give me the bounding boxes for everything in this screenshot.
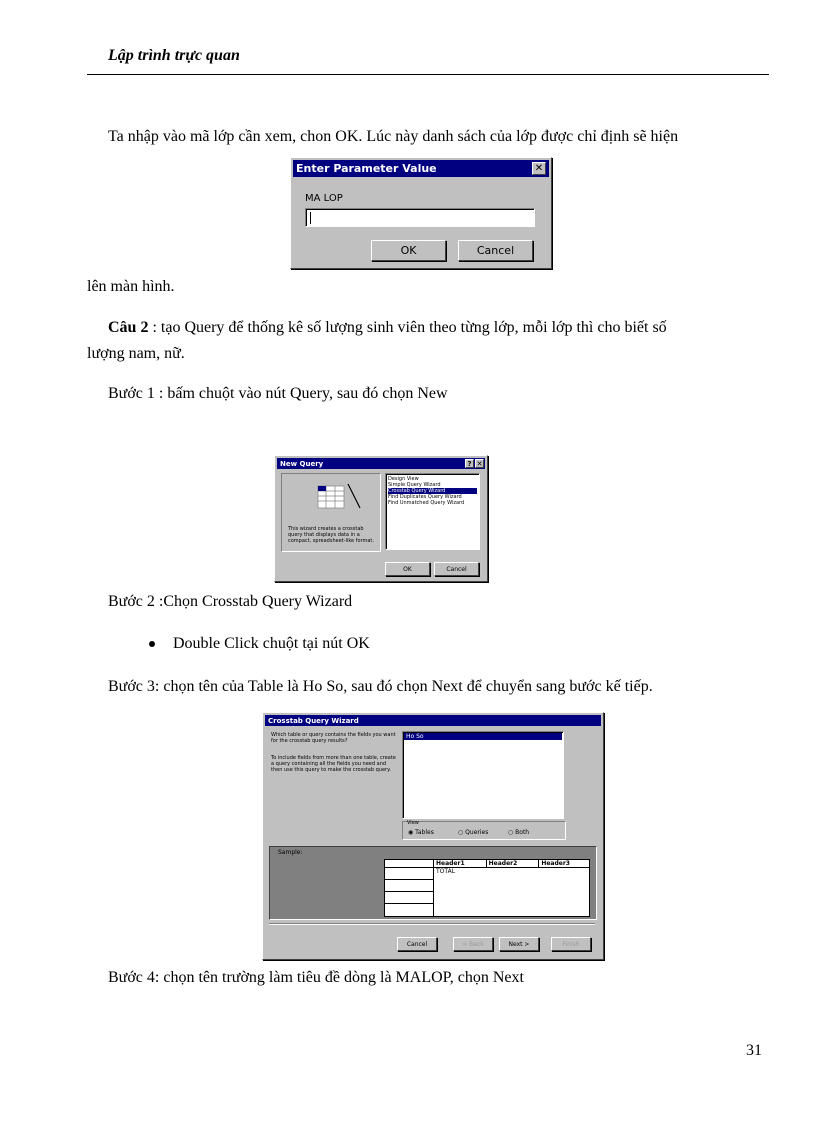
enter-parameter-dialog bbox=[290, 157, 552, 269]
option-find-duplicates-query-wizard[interactable]: Find Duplicates Query Wizard bbox=[388, 494, 462, 500]
finish-button[interactable]: Finish bbox=[551, 937, 591, 951]
x-close-icon[interactable]: ✕ bbox=[532, 162, 546, 175]
bullet-double-click: Double Click chuột tại nút OK bbox=[173, 635, 370, 652]
ma-lop-input[interactable] bbox=[305, 208, 535, 227]
wizard-description: This wizard creates a crosstab query that displays data in a compact, spreadsheet-like format. bbox=[288, 526, 374, 544]
tables-list[interactable] bbox=[402, 731, 564, 819]
sample-panel bbox=[269, 846, 597, 920]
question-mark-icon[interactable]: ? bbox=[465, 459, 474, 468]
header-title: Lập trình trực quan bbox=[108, 47, 240, 64]
page-number: 31 bbox=[746, 1042, 762, 1059]
paragraph-buoc2: Bước 2 :Chọn Crosstab Query Wizard bbox=[108, 593, 353, 610]
radio-tables[interactable]: ◉ Tables bbox=[408, 829, 434, 836]
radio-empty-icon: ○ bbox=[458, 829, 464, 836]
back-button[interactable]: < Back bbox=[453, 937, 493, 951]
next-button[interactable]: Next > bbox=[499, 937, 539, 951]
dialog-title: Crosstab Query Wizard bbox=[268, 716, 359, 725]
sample-label: Sample: bbox=[278, 849, 303, 856]
option-design-view[interactable]: Design View bbox=[388, 476, 419, 482]
query-type-list[interactable] bbox=[385, 473, 480, 550]
option-crosstab-query-wizard[interactable]: Crosstab Query Wizard bbox=[388, 488, 477, 494]
dialog-titlebar bbox=[277, 458, 485, 469]
ma-lop-label: MA LOP bbox=[305, 193, 343, 204]
radio-empty-icon: ○ bbox=[508, 829, 514, 836]
view-label: View bbox=[407, 820, 419, 826]
sample-grid bbox=[384, 859, 590, 917]
dialog-title: Enter Parameter Value bbox=[296, 162, 437, 175]
crosstab-grid-icon bbox=[282, 478, 380, 518]
wizard-preview-pane bbox=[281, 473, 381, 552]
option-find-unmatched-query-wizard[interactable]: Find Unmatched Query Wizard bbox=[388, 500, 465, 506]
ok-button[interactable]: OK bbox=[385, 562, 430, 576]
text-cursor bbox=[310, 212, 311, 224]
wizard-instruction-2: To include fields from more than one table, create a query containing all the fields you need and then use this query to make the crosstab query. bbox=[271, 755, 396, 773]
table-item-ho-so[interactable]: Ho So bbox=[404, 733, 562, 740]
x-close-icon[interactable]: ✕ bbox=[476, 459, 483, 468]
dialog-titlebar bbox=[265, 715, 601, 726]
paragraph-buoc1: Bước 1 : bấm chuột vào nút Query, sau đó chọn New bbox=[108, 385, 448, 402]
bullet-dot bbox=[149, 641, 155, 647]
option-simple-query-wizard[interactable]: Simple Query Wizard bbox=[388, 482, 441, 488]
radio-selected-icon: ◉ bbox=[408, 829, 414, 836]
paragraph-buoc3: Bước 3: chọn tên của Table là Ho So, sau đó chọn Next để chuyển sang bước kế tiếp. bbox=[108, 678, 653, 695]
dialog-titlebar bbox=[293, 160, 549, 177]
sample-header-2: Header2 bbox=[487, 860, 540, 867]
crosstab-query-wizard-dialog bbox=[262, 712, 604, 960]
paragraph-buoc4: Bước 4: chọn tên trường làm tiêu đề dòng là MALOP, chọn Next bbox=[108, 969, 524, 986]
sample-header-3: Header3 bbox=[541, 860, 570, 867]
view-group bbox=[402, 821, 566, 840]
sample-total: TOTAL bbox=[436, 868, 456, 875]
paragraph-intro-cont: lên màn hình. bbox=[87, 278, 175, 295]
cancel-button[interactable]: Cancel bbox=[458, 240, 533, 261]
ok-button[interactable]: OK bbox=[371, 240, 446, 261]
header-rule bbox=[87, 74, 769, 75]
wizard-instruction-1: Which table or query contains the fields you want for the crosstab query results? bbox=[271, 732, 396, 744]
cancel-button[interactable]: Cancel bbox=[397, 937, 437, 951]
button-separator bbox=[269, 923, 595, 925]
radio-queries[interactable]: ○ Queries bbox=[458, 829, 489, 836]
paragraph-cau2: Câu 2 : tạo Query để thống kê số lượng sinh viên theo từng lớp, mỗi lớp thì cho biết số bbox=[108, 319, 667, 336]
paragraph-cau2-cont: lượng nam, nữ. bbox=[87, 345, 185, 362]
dialog-title: New Query bbox=[280, 459, 324, 468]
paragraph-intro: Ta nhập vào mã lớp cần xem, chon OK. Lúc này danh sách của lớp được chỉ định sẽ hiện bbox=[108, 128, 679, 145]
radio-both[interactable]: ○ Both bbox=[508, 829, 530, 836]
new-query-dialog bbox=[274, 455, 488, 582]
sample-header-1: Header1 bbox=[434, 860, 487, 867]
cancel-button[interactable]: Cancel bbox=[434, 562, 479, 576]
